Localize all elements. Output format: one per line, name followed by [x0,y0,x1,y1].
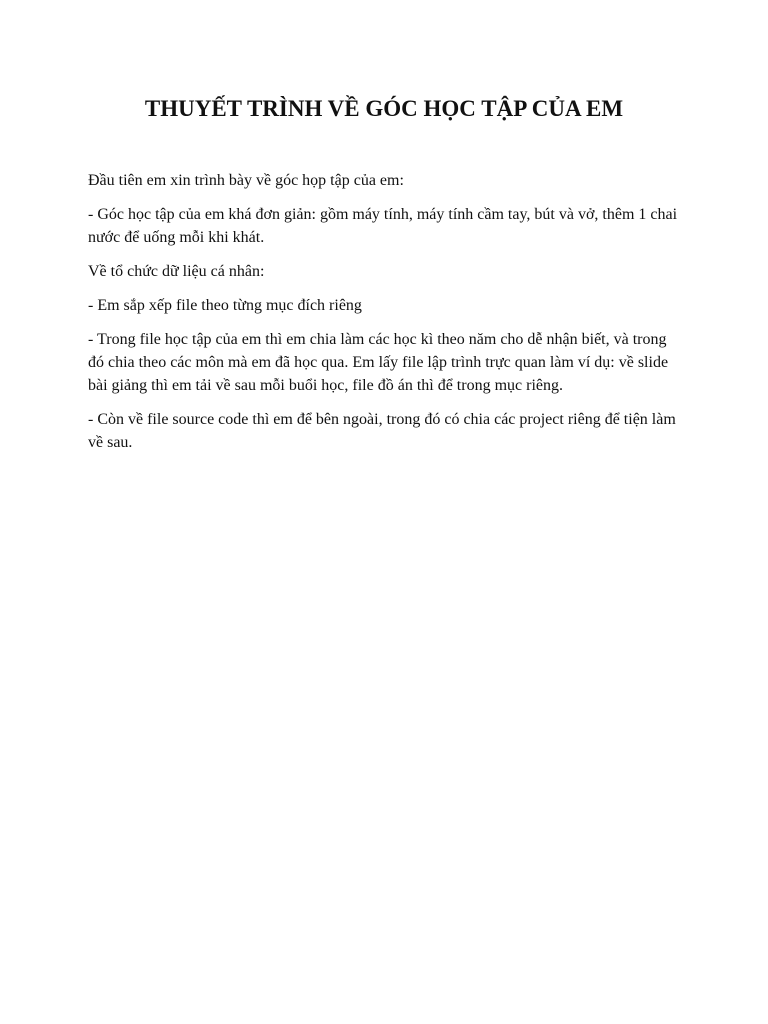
paragraph-study-corner: - Góc học tập của em khá đơn giản: gồm máy tính, máy tính cầm tay, bút và vở, thêm 1 chai nước để uống mỗi khi khát. [88,206,678,246]
paragraph-sort-files: - Em sắp xếp file theo từng mục đích riêng [88,297,362,314]
document-body [88,169,678,465]
document-title: THUYẾT TRÌNH VỀ GÓC HỌC TẬP CỦA EM [144,96,624,121]
paragraph-source-code: - Còn về file source code thì em để bên ngoài, trong đó có chia các project riêng để tiện làm về sau. [88,411,676,451]
paragraph-data-organization-heading: Về tổ chức dữ liệu cá nhân: [88,263,265,280]
paragraph-intro: Đầu tiên em xin trình bày về góc họp tập của em: [88,172,404,189]
paragraph-study-files: - Trong file học tập của em thì em chia làm các học kì theo năm cho dễ nhận biết, và trong đó chia theo các môn mà em đã học qua. Em lấy file lập trình trực quan làm ví dụ: về slide bài giảng thì em tải về sau mỗi buổi học, file đồ án thì để trong mục riêng. [88,331,669,394]
